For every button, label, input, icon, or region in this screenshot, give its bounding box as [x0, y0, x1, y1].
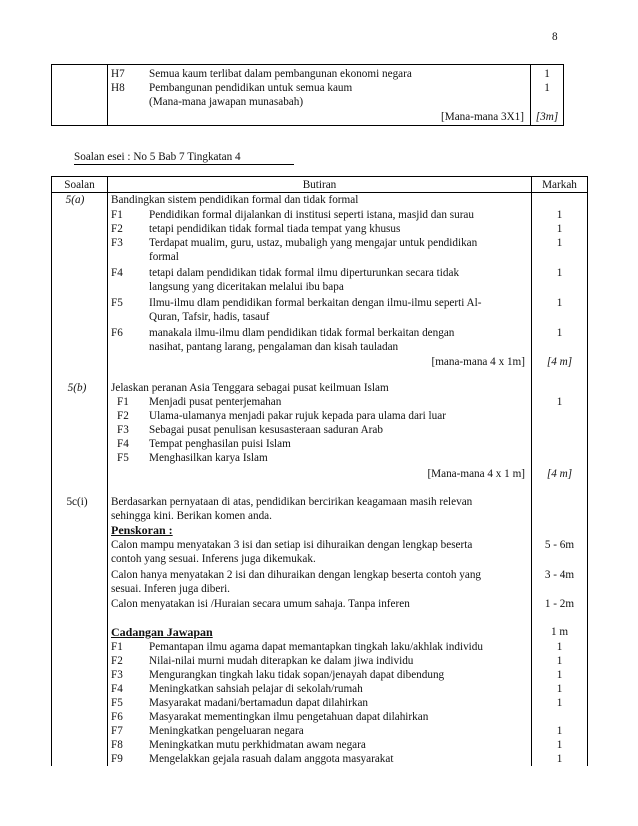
- penskoran-text: Calon mampu menyatakan 3 isi dan setiap isi dihuraikan dengan lengkap beserta: [111, 539, 473, 551]
- item-mark: 1: [556, 683, 563, 695]
- item-code: F4: [117, 438, 129, 450]
- question-prompt-cont: sehingga kini. Berikan komen anda.: [111, 510, 272, 522]
- item-mark: 1: [556, 209, 563, 221]
- penskoran-mark: 5 - 6m: [544, 539, 575, 551]
- item-code: F6: [111, 711, 123, 723]
- item-text-cont: langsung yang diceritakan melalui ibu bapa: [149, 281, 344, 293]
- total-label: [Mana-mana 4 x 1 m]: [427, 468, 525, 480]
- penskoran-text-cont: sesuai. Inferen juga diberi.: [111, 583, 230, 595]
- item-mark: 1: [556, 753, 563, 765]
- item-code: F3: [117, 424, 129, 436]
- total-label: [mana-mana 4 x 1m]: [431, 356, 525, 368]
- item-code: F2: [117, 410, 129, 422]
- item-text: Mengelakkan gejala rasuah dalam anggota masyarakat: [149, 753, 394, 765]
- row-mark: 1: [544, 82, 550, 94]
- top-table-border-bottom: [51, 125, 564, 126]
- main-table-divider-1: [107, 176, 108, 766]
- main-table-border-left: [51, 176, 52, 766]
- item-code: F2: [111, 223, 123, 235]
- question-label-5c: 5c(i): [66, 496, 88, 508]
- item-code: F9: [111, 753, 123, 765]
- item-code: F1: [111, 209, 123, 221]
- item-text-cont: nasihat, pantang larang, pengalaman dan kisah tauladan: [149, 341, 399, 353]
- item-text: Sebagai pusat penulisan kesusasteraan saduran Arab: [149, 424, 383, 436]
- item-code: F1: [111, 641, 123, 653]
- item-mark: 1: [556, 739, 563, 751]
- item-text: Terdapat mualim, guru, ustaz, mubaligh yang mengajar untuk pendidikan: [149, 237, 478, 249]
- item-text: Menghasilkan karya Islam: [149, 452, 268, 464]
- item-code: F2: [111, 655, 123, 667]
- item-code: F5: [117, 452, 129, 464]
- item-code: F3: [111, 669, 123, 681]
- row-text: Pembangunan pendidikan untuk semua kaum: [149, 82, 353, 94]
- item-code: F5: [111, 697, 123, 709]
- row-code: H7: [111, 68, 125, 80]
- col-header-markah: Markah: [542, 179, 577, 191]
- item-code: F5: [111, 297, 123, 309]
- item-text: Pendidikan formal dijalankan di institusi seperti istana, masjid dan surau: [149, 209, 474, 221]
- question-label-5b: 5(b): [67, 382, 87, 394]
- penskoran-text-cont: contoh yang sesuai. Inferens juga dikemukak.: [111, 553, 316, 565]
- item-text: Nilai-nilai murni mudah diterapkan ke dalam jiwa individu: [149, 655, 414, 667]
- item-text: Mengurangkan tingkah laku tidak sopan/jenayah dapat dibendung: [149, 669, 445, 681]
- penskoran-text: Calon menyatakan isi /Huraian secara umum sahaja. Tanpa inferen: [111, 598, 410, 610]
- question-prompt: Bandingkan sistem pendidikan formal dan tidak formal: [111, 194, 359, 206]
- item-code: F6: [111, 327, 123, 339]
- col-header-soalan: Soalan: [64, 179, 95, 191]
- main-table-border-top: [51, 176, 588, 177]
- item-code: F7: [111, 725, 123, 737]
- question-prompt: Jelaskan peranan Asia Tenggara sebagai pusat keilmuan Islam: [111, 382, 389, 394]
- total-mark: [4 m]: [546, 468, 573, 480]
- item-text: Tempat penghasilan puisi Islam: [149, 438, 291, 450]
- section-heading: Soalan esei : No 5 Bab 7 Tingkatan 4: [74, 151, 241, 163]
- penskoran-mark: 3 - 4m: [544, 569, 575, 581]
- row-mark: 1: [544, 68, 550, 80]
- item-code: F3: [111, 237, 123, 249]
- item-text: Ilmu-ilmu dlam pendidikan formal berkaitan dengan ilmu-ilmu seperti Al-: [149, 297, 482, 309]
- top-table-border-right: [563, 64, 564, 126]
- row-text: Semua kaum terlibat dalam pembangunan ekonomi negara: [149, 68, 412, 80]
- item-mark: 1: [556, 237, 563, 249]
- col-header-butiran: Butiran: [302, 179, 337, 191]
- item-mark: 1: [556, 669, 563, 681]
- item-text: Masyarakat madani/bertamadun dapat dilahirkan: [149, 697, 369, 709]
- item-mark: 1: [556, 697, 563, 709]
- main-table-border-right: [587, 176, 588, 766]
- answer-note: (Mana-mana jawapan munasabah): [149, 96, 304, 108]
- item-text: manakala ilmu-ilmu dlam pendidikan tidak formal berkaitan dengan: [149, 327, 455, 339]
- item-text: Masyarakat mementingkan ilmu pengetahuan dapat dilahirkan: [149, 711, 429, 723]
- penskoran-mark: 1 - 2m: [544, 598, 575, 610]
- penskoran-title: Penskoran :: [111, 523, 173, 537]
- item-text: Pemantapan ilmu agama dapat memantapkan tingkah laku/akhlak individu: [149, 641, 483, 653]
- total-mark: [3m]: [535, 111, 559, 123]
- item-mark: 1: [556, 655, 563, 667]
- page-number: 8: [552, 31, 558, 43]
- item-mark: 1: [556, 297, 563, 309]
- item-mark: 1: [556, 267, 563, 279]
- question-label-5a: 5(a): [65, 194, 85, 206]
- item-text-cont: formal: [149, 251, 179, 263]
- row-code: H8: [111, 82, 125, 94]
- item-text: tetapi pendidikan tidak formal tiada tempat yang khusus: [149, 223, 401, 235]
- question-prompt: Berdasarkan pernyataan di atas, pendidikan bercirikan keagamaan masih relevan: [111, 496, 473, 508]
- cadangan-title: Cadangan Jawapan: [111, 625, 213, 639]
- header-row-separator: [51, 192, 588, 193]
- item-mark: 1: [556, 327, 563, 339]
- item-mark: 1: [556, 725, 563, 737]
- item-text: tetapi dalam pendidikan tidak formal ilmu diperturunkan secara tidak: [149, 267, 460, 279]
- item-text: Meningkatkan pengeluaran negara: [149, 725, 304, 737]
- penskoran-text: Calon hanya menyatakan 2 isi dan dihuraikan dengan lengkap beserta contoh yang: [111, 569, 482, 581]
- item-code: F1: [117, 396, 129, 408]
- heading-underline: [74, 164, 294, 165]
- item-text-cont: Quran, Tafsir, hadis, tasauf: [149, 311, 270, 323]
- item-mark: 1: [556, 641, 563, 653]
- total-mark: [4 m]: [546, 356, 573, 368]
- item-mark: 1: [556, 396, 563, 408]
- top-table-border-top: [51, 64, 564, 65]
- item-text: Menjadi pusat penterjemahan: [149, 396, 282, 408]
- total-label: [Mana-mana 3X1]: [441, 111, 524, 123]
- item-mark: 1: [556, 223, 563, 235]
- top-table-divider-1: [107, 64, 108, 126]
- item-text: Meningkatkan sahsiah pelajar di sekolah/rumah: [149, 683, 363, 695]
- item-code: F4: [111, 683, 123, 695]
- item-code: F4: [111, 267, 123, 279]
- item-code: F8: [111, 739, 123, 751]
- top-table-border-left: [51, 64, 52, 126]
- item-text: Ulama-ulamanya menjadi pakar rujuk kepada para ulama dari luar: [149, 410, 446, 422]
- item-text: Meningkatkan mutu perkhidmatan awam negara: [149, 739, 366, 751]
- cadangan-mark: 1 m: [550, 626, 569, 638]
